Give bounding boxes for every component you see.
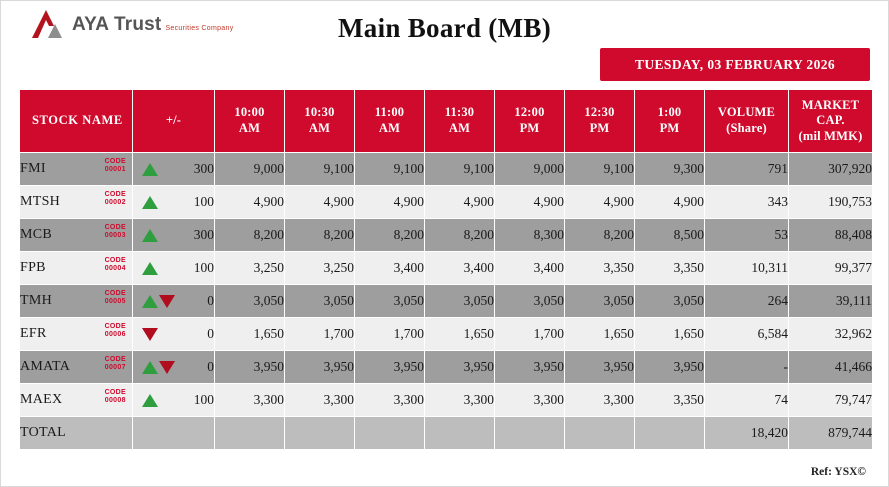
- cell-price-100pm: 3,050: [635, 285, 705, 318]
- cell-price-1230pm: 8,200: [565, 219, 635, 252]
- cell-volume: 6,584: [705, 318, 789, 351]
- cell-price-1130am: 9,100: [425, 153, 495, 186]
- table-row: [20, 252, 873, 285]
- cell-price-100pm: 3,950: [635, 351, 705, 384]
- cell-price-1200pm: 3,950: [495, 351, 565, 384]
- column-header-sublabel: AM: [308, 121, 331, 135]
- cell-total-1100am: [355, 417, 425, 450]
- cell-price-1200pm: 4,900: [495, 186, 565, 219]
- cell-price-1000am: 4,900: [215, 186, 285, 219]
- arrow-up-icon: [142, 186, 158, 218]
- cell-price-1200pm: 3,300: [495, 384, 565, 417]
- column-header-sublabel: PM: [659, 121, 680, 135]
- change-value: 0: [207, 293, 214, 308]
- cell-market-cap: 190,753: [789, 186, 873, 219]
- cell-price-1030am: 3,050: [285, 285, 355, 318]
- stock-code-line1: CODE: [104, 323, 126, 330]
- stock-board-table: [19, 89, 873, 450]
- arrow-up-icon: [142, 219, 158, 251]
- stock-code: [105, 224, 126, 240]
- cell-price-1100am: 3,050: [355, 285, 425, 318]
- cell-total-1030am: [285, 417, 355, 450]
- stock-code: [105, 389, 126, 405]
- stock-code-line2: 00006: [104, 331, 126, 339]
- cell-market-cap: 32,962: [789, 318, 873, 351]
- cell-price-1030am: 3,250: [285, 252, 355, 285]
- stock-code-line2: 00008: [104, 397, 126, 405]
- stock-code: [105, 290, 126, 306]
- table-row: [20, 186, 873, 219]
- column-header-label: 12:30: [584, 105, 615, 120]
- cell-market-cap: 307,920: [789, 153, 873, 186]
- stock-code: [105, 323, 126, 339]
- column-header-label: STOCK NAME: [32, 113, 123, 128]
- page-header: [1, 1, 888, 53]
- cell-total-1000am: [215, 417, 285, 450]
- cell-volume: 10,311: [705, 252, 789, 285]
- cell-price-1100am: 9,100: [355, 153, 425, 186]
- column-header-label: 10:00: [234, 105, 265, 120]
- column-header-sublabel: AM: [378, 121, 401, 135]
- column-header-100pm: [635, 90, 705, 153]
- column-header-market-cap: [789, 90, 873, 153]
- column-header-volume: [705, 90, 789, 153]
- cell-stock-name: [20, 351, 133, 384]
- change-value: 100: [193, 392, 214, 407]
- header-row: [20, 90, 873, 153]
- cell-price-1000am: 3,050: [215, 285, 285, 318]
- stock-code: [105, 257, 126, 273]
- stock-code-line2: 00001: [104, 166, 126, 174]
- cell-total-1130am: [425, 417, 495, 450]
- change-value: 100: [193, 194, 214, 209]
- cell-stock-name: [20, 219, 133, 252]
- cell-price-1200pm: 3,050: [495, 285, 565, 318]
- cell-change: [133, 219, 215, 252]
- cell-price-1130am: 3,050: [425, 285, 495, 318]
- cell-price-1000am: 3,250: [215, 252, 285, 285]
- stock-name-label: AMATA: [20, 359, 71, 374]
- stock-code-line1: CODE: [104, 224, 126, 231]
- change-value: 300: [193, 161, 214, 176]
- cell-price-1130am: 4,900: [425, 186, 495, 219]
- stock-name-label: FMI: [20, 161, 46, 176]
- table-row-total: [20, 417, 873, 450]
- cell-price-1000am: 3,950: [215, 351, 285, 384]
- column-header-label: 11:30: [444, 105, 475, 120]
- cell-price-1230pm: 1,650: [565, 318, 635, 351]
- stock-code-line2: 00003: [104, 232, 126, 240]
- cell-price-1230pm: 3,350: [565, 252, 635, 285]
- change-value: 0: [207, 359, 214, 374]
- table-body: [20, 153, 873, 450]
- stock-name-label: FPB: [20, 260, 46, 275]
- column-header-label: +/-: [165, 113, 182, 128]
- column-header-stock-name: [20, 90, 133, 153]
- stock-code: [105, 356, 126, 372]
- cell-stock-name: [20, 186, 133, 219]
- cell-change: [133, 153, 215, 186]
- cell-total-volume: 18,420: [705, 417, 789, 450]
- cell-price-100pm: 9,300: [635, 153, 705, 186]
- cell-price-1200pm: 8,300: [495, 219, 565, 252]
- column-header-label: 10:30: [304, 105, 335, 120]
- cell-price-1000am: 1,650: [215, 318, 285, 351]
- cell-price-1100am: 3,400: [355, 252, 425, 285]
- stock-name-label: EFR: [20, 326, 47, 341]
- brand-tagline: Securities Company: [165, 24, 234, 32]
- cell-volume: 53: [705, 219, 789, 252]
- cell-market-cap: 41,466: [789, 351, 873, 384]
- column-header-sublabel: PM: [519, 121, 540, 135]
- cell-price-1000am: 8,200: [215, 219, 285, 252]
- cell-price-1100am: 4,900: [355, 186, 425, 219]
- stock-name-label: MAEX: [20, 392, 63, 407]
- cell-price-1130am: 3,400: [425, 252, 495, 285]
- arrow-up-icon: [142, 153, 158, 185]
- column-header-label: 11:00: [374, 105, 405, 120]
- cell-total-1200pm: [495, 417, 565, 450]
- cell-market-cap: 88,408: [789, 219, 873, 252]
- stock-name-label: MCB: [20, 227, 53, 242]
- cell-price-1030am: 4,900: [285, 186, 355, 219]
- stock-code-line2: 00007: [104, 364, 126, 372]
- cell-change: [133, 252, 215, 285]
- cell-change: [133, 351, 215, 384]
- column-header-sublabel: (Share): [726, 121, 767, 135]
- change-value: 100: [193, 260, 214, 275]
- column-header-label: VOLUME: [717, 105, 776, 120]
- stock-code-line1: CODE: [104, 191, 126, 198]
- cell-price-100pm: 4,900: [635, 186, 705, 219]
- cell-stock-name: [20, 153, 133, 186]
- table-row: [20, 285, 873, 318]
- change-value: 0: [207, 326, 214, 341]
- cell-price-1200pm: 3,400: [495, 252, 565, 285]
- page-title: Main Board (MB): [338, 13, 551, 43]
- column-header-sublabel: AM: [448, 121, 471, 135]
- stock-code-line1: CODE: [104, 389, 126, 396]
- cell-total-market-cap: 879,744: [789, 417, 873, 450]
- column-header-sublabel: (mil MMK): [798, 128, 863, 143]
- stock-code-line2: 00002: [104, 199, 126, 207]
- cell-price-1030am: 9,100: [285, 153, 355, 186]
- cell-price-1230pm: 3,950: [565, 351, 635, 384]
- cell-total-1230pm: [565, 417, 635, 450]
- cell-price-1000am: 3,300: [215, 384, 285, 417]
- cell-price-1230pm: 9,100: [565, 153, 635, 186]
- stock-code: [105, 158, 126, 174]
- cell-price-1200pm: 9,000: [495, 153, 565, 186]
- stock-code: [105, 191, 126, 207]
- date-badge: TUESDAY, 03 FEBRUARY 2026: [600, 48, 870, 81]
- cell-change: [133, 186, 215, 219]
- cell-price-100pm: 1,650: [635, 318, 705, 351]
- cell-price-100pm: 3,350: [635, 252, 705, 285]
- cell-price-1100am: 3,950: [355, 351, 425, 384]
- cell-volume: 264: [705, 285, 789, 318]
- cell-price-1000am: 9,000: [215, 153, 285, 186]
- cell-price-1030am: 3,950: [285, 351, 355, 384]
- stock-code-line1: CODE: [104, 158, 126, 165]
- arrow-up-icon: [142, 384, 158, 416]
- column-header-sublabel: AM: [238, 121, 261, 135]
- stock-name-label: TMH: [20, 293, 53, 308]
- cell-volume: 343: [705, 186, 789, 219]
- stock-code-line1: CODE: [104, 356, 126, 363]
- cell-change: [133, 318, 215, 351]
- cell-price-1230pm: 4,900: [565, 186, 635, 219]
- cell-price-100pm: 8,500: [635, 219, 705, 252]
- cell-price-1030am: 8,200: [285, 219, 355, 252]
- table-row: [20, 351, 873, 384]
- arrow-up-icon: [142, 252, 158, 284]
- cell-total-label: TOTAL: [20, 417, 133, 450]
- brand-name: AYA Trust: [72, 13, 162, 35]
- table-row: [20, 318, 873, 351]
- cell-price-1230pm: 3,050: [565, 285, 635, 318]
- column-header-1030am: [285, 90, 355, 153]
- cell-price-1030am: 1,700: [285, 318, 355, 351]
- column-header-1100am: [355, 90, 425, 153]
- cell-price-100pm: 3,350: [635, 384, 705, 417]
- cell-volume: 791: [705, 153, 789, 186]
- cell-price-1230pm: 3,300: [565, 384, 635, 417]
- table-row: [20, 384, 873, 417]
- cell-price-1100am: 1,700: [355, 318, 425, 351]
- column-header-sublabel: PM: [589, 121, 610, 135]
- cell-stock-name: [20, 285, 133, 318]
- column-header-1230pm: [565, 90, 635, 153]
- cell-stock-name: [20, 384, 133, 417]
- cell-volume: 74: [705, 384, 789, 417]
- change-value: 300: [193, 227, 214, 242]
- cell-price-1130am: 3,950: [425, 351, 495, 384]
- cell-stock-name: [20, 318, 133, 351]
- cell-total-change: [133, 417, 215, 450]
- column-header-1200pm: [495, 90, 565, 153]
- column-header-label: MARKET CAP.: [801, 97, 860, 128]
- cell-price-1130am: 1,650: [425, 318, 495, 351]
- cell-price-1100am: 8,200: [355, 219, 425, 252]
- table-header: [20, 90, 873, 153]
- cell-volume: -: [705, 351, 789, 384]
- arrow-up-down-icon: [142, 351, 175, 383]
- cell-price-1130am: 8,200: [425, 219, 495, 252]
- column-header-change: [133, 90, 215, 153]
- stock-code-line2: 00005: [104, 298, 126, 306]
- table-row: [20, 219, 873, 252]
- stock-code-line2: 00004: [104, 265, 126, 273]
- cell-change: [133, 384, 215, 417]
- stock-code-line1: CODE: [104, 290, 126, 297]
- footer-reference: Ref: YSX©: [810, 466, 866, 478]
- column-header-label: 1:00: [657, 105, 682, 120]
- column-header-1130am: [425, 90, 495, 153]
- cell-market-cap: 39,111: [789, 285, 873, 318]
- stock-name-label: MTSH: [20, 194, 61, 209]
- cell-price-1130am: 3,300: [425, 384, 495, 417]
- cell-market-cap: 79,747: [789, 384, 873, 417]
- cell-market-cap: 99,377: [789, 252, 873, 285]
- stock-code-line1: CODE: [104, 257, 126, 264]
- cell-stock-name: [20, 252, 133, 285]
- arrow-up-down-icon: [142, 285, 175, 317]
- cell-price-1100am: 3,300: [355, 384, 425, 417]
- arrow-down-icon: [142, 318, 158, 350]
- column-header-label: 12:00: [514, 105, 545, 120]
- cell-price-1030am: 3,300: [285, 384, 355, 417]
- cell-price-1200pm: 1,700: [495, 318, 565, 351]
- cell-total-100pm: [635, 417, 705, 450]
- table-row: [20, 153, 873, 186]
- cell-change: [133, 285, 215, 318]
- column-header-1000am: [215, 90, 285, 153]
